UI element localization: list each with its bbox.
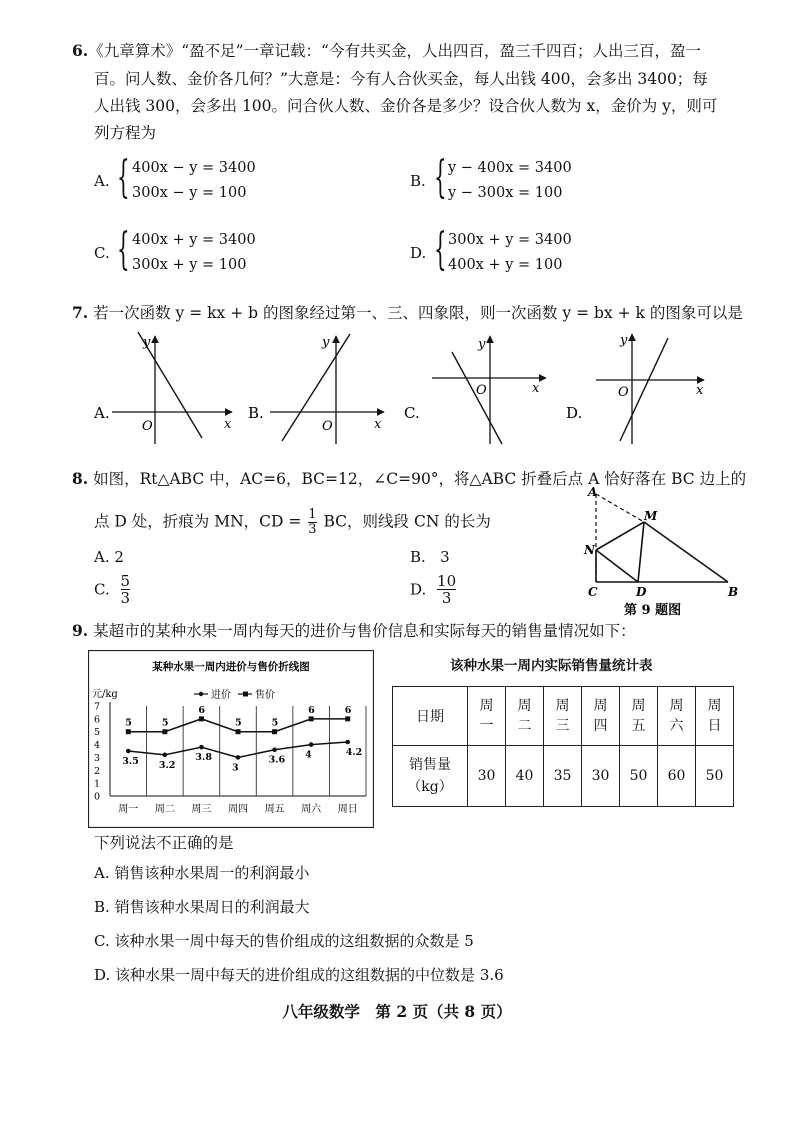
- data-label-price: 5: [235, 717, 242, 729]
- y-tick-label: 7: [94, 701, 101, 713]
- origin-label: O: [142, 419, 153, 434]
- option-label: C.: [94, 244, 110, 262]
- q6-number: 6.: [72, 41, 89, 60]
- option-label: C.: [94, 580, 110, 599]
- option-label: A.: [94, 548, 110, 566]
- y-tick-label: 5: [94, 727, 101, 739]
- fraction-denominator: 3: [120, 589, 131, 607]
- data-point-cost: [272, 747, 277, 752]
- data-point-cost: [163, 753, 168, 758]
- plot-area: [94, 702, 366, 816]
- x-axis-label: x: [532, 381, 540, 396]
- equation-2: 300x + y = 100: [132, 257, 247, 273]
- dashed-am: [596, 494, 644, 522]
- x-tick-label: 周六: [301, 804, 322, 815]
- x-tick-label: 周日: [337, 804, 358, 815]
- q9-line: [72, 618, 636, 644]
- point-m-label: M: [644, 509, 658, 523]
- segment-md: [638, 522, 644, 582]
- fraction-denominator: 3: [441, 589, 452, 607]
- q7-graph-a[interactable]: [93, 332, 232, 444]
- data-label-price: 5: [125, 717, 132, 729]
- y-tick-label: 0: [94, 791, 101, 803]
- q7-line: [72, 300, 743, 326]
- equation-1: y − 400x = 3400: [448, 160, 572, 176]
- price-line-chart: [88, 650, 374, 828]
- segment-nm: [596, 522, 644, 550]
- option-label: B.: [410, 172, 426, 190]
- q6-line1: [72, 38, 701, 64]
- y-axis-label: y: [478, 337, 486, 352]
- point-b-label: B: [728, 585, 739, 599]
- segment-mb: [644, 522, 728, 582]
- sales-cell: 30: [582, 746, 620, 807]
- option-label: D.: [566, 404, 583, 422]
- q9-number: 9.: [72, 621, 89, 640]
- x-tick-label: 周三: [191, 804, 212, 815]
- brace: {: [434, 152, 447, 203]
- data-point-price: [272, 729, 277, 734]
- data-label-price: 6: [344, 704, 352, 716]
- fraction-numerator: 1: [308, 507, 317, 522]
- chart-legend: [194, 688, 275, 701]
- x-axis-label: x: [224, 417, 232, 432]
- option-label: B.: [410, 548, 426, 566]
- data-label-cost: 3: [232, 762, 239, 774]
- option-label: C.: [404, 404, 420, 422]
- q8-option-d[interactable]: [410, 573, 456, 606]
- equation-1: 400x + y = 3400: [132, 232, 256, 248]
- q7-text: 若一次函数 y = kx + b 的图象经过第一、三、四象限，则一次函数 y = bx + k 的图象可以是: [93, 304, 743, 322]
- data-point-price: [162, 729, 167, 734]
- y-axis-unit: 元/kg: [92, 689, 118, 700]
- option-label: D.: [410, 244, 427, 262]
- data-label-price: 5: [161, 717, 169, 729]
- data-label-cost: 3.2: [158, 759, 176, 771]
- option-text: 该种水果一周中每天的售价组成的这组数据的众数是 5: [114, 932, 474, 950]
- y-axis-label: y: [620, 333, 628, 348]
- point-d-label: D: [636, 585, 647, 599]
- q6-line4: 列方程为: [94, 124, 157, 142]
- y-axis-label: y: [143, 335, 151, 350]
- y-tick-label: 4: [94, 740, 101, 752]
- fraction-denominator: 3: [308, 522, 317, 537]
- figure-caption: 第 9 题图: [624, 603, 682, 618]
- q9-option-b[interactable]: [94, 896, 310, 917]
- point-c-label: C: [588, 585, 598, 599]
- legend-marker-cost: [199, 692, 203, 696]
- data-point-cost: [345, 740, 350, 745]
- option-label: C.: [94, 932, 110, 950]
- data-point-price: [345, 716, 350, 721]
- y-tick-label: 6: [94, 714, 101, 726]
- data-label-cost: 4: [305, 749, 312, 761]
- q6-line3: 人出钱 300，会多出 100。问合伙人数、金价各是多少？设合伙人数为 x，金价为 y，则可: [94, 97, 718, 115]
- sales-cell: 35: [544, 746, 582, 807]
- chart-title: 某种水果一周内进价与售价折线图: [152, 661, 310, 673]
- q6-line2: 百。问人数、金价各几何？”大意是：今有人合伙买金，每人出钱 400，会多出 3400；每: [94, 70, 708, 88]
- table-row-date: [393, 687, 734, 746]
- fraction-one-third: [308, 508, 316, 537]
- brace: {: [434, 224, 447, 275]
- day-cell-mon: 周 一: [468, 687, 506, 746]
- q7-graph-b[interactable]: [248, 334, 384, 444]
- option-label: A.: [94, 864, 110, 882]
- option-text: 该种水果一周中每天的进价组成的这组数据的中位数是 3.6: [115, 966, 504, 984]
- data-label-price: 6: [198, 704, 206, 716]
- day-cell-wed: 周 三: [544, 687, 582, 746]
- option-text: 销售该种水果周日的利润最大: [114, 898, 310, 916]
- brace: {: [117, 224, 130, 275]
- brace: {: [117, 152, 130, 203]
- data-point-price: [199, 716, 204, 721]
- point-n-label: N: [584, 543, 595, 557]
- x-tick-label: 周五: [264, 804, 285, 815]
- data-point-price: [126, 729, 131, 734]
- x-tick-label: 周四: [228, 804, 248, 815]
- origin-label: O: [322, 419, 333, 434]
- q9-option-c[interactable]: [94, 930, 474, 951]
- sales-cell: 60: [658, 746, 696, 807]
- sales-table: [392, 686, 734, 807]
- option-label: B.: [94, 898, 110, 916]
- data-point-cost: [126, 749, 131, 754]
- q8-number: 8.: [72, 469, 89, 488]
- option-value: 2: [114, 548, 124, 566]
- data-point-cost: [236, 755, 241, 760]
- data-label-price: 6: [308, 704, 315, 716]
- x-tick-label: 周二: [154, 804, 175, 815]
- q9-option-d[interactable]: [94, 964, 504, 985]
- data-point-cost: [199, 745, 204, 750]
- q9-option-a[interactable]: [94, 862, 309, 883]
- origin-label: O: [618, 385, 629, 400]
- sales-cell: 40: [506, 746, 544, 807]
- data-label-price: 5: [271, 717, 279, 729]
- data-label-cost: 3.6: [268, 754, 286, 766]
- day-cell-fri: 周 五: [620, 687, 658, 746]
- sales-cell: 50: [620, 746, 658, 807]
- y-tick-label: 1: [94, 778, 101, 790]
- table-row-sales: [393, 746, 734, 807]
- option-label: D.: [410, 580, 427, 599]
- y-axis-label: y: [322, 335, 330, 350]
- page-footer: 八年级数学 第 2 页（共 8 页）: [282, 1002, 512, 1021]
- data-point-price: [236, 729, 241, 734]
- q6-text-1: 《九章算术》“盈不足”一章记载：“今有共买金，人出四百，盈三千四百；人出三百，盈一: [88, 42, 701, 60]
- x-tick-label: 周一: [118, 804, 139, 815]
- point-a-label: A: [588, 485, 598, 499]
- data-label-cost: 3.8: [195, 752, 212, 764]
- data-point-cost: [309, 742, 314, 747]
- option-label: B.: [248, 404, 264, 422]
- day-cell-sun: 周 日: [696, 687, 734, 746]
- q8-text-2a: 点 D 处，折痕为 MN，CD =: [94, 512, 302, 531]
- legend-label-cost: 进价: [211, 690, 231, 701]
- q7-graph-d[interactable]: [566, 333, 704, 444]
- q8-triangle-figure: [580, 484, 780, 634]
- option-label: A.: [94, 404, 110, 422]
- q8-text-2b: BC，则线段 CN 的长为: [323, 512, 491, 531]
- day-cell-sat: 周 六: [658, 687, 696, 746]
- q7-graphs: [0, 326, 794, 466]
- option-fraction: [437, 573, 456, 606]
- series-line-cost: [128, 742, 347, 757]
- sales-cell: 30: [468, 746, 506, 807]
- equation-2: 300x − y = 100: [132, 185, 247, 201]
- equation-1: 300x + y = 3400: [448, 232, 572, 248]
- option-fraction: [121, 573, 131, 606]
- day-cell-tue: 周 二: [506, 687, 544, 746]
- q9-text: 某超市的某种水果一周内每天的进价与售价信息和实际每天的销售量情况如下：: [93, 622, 636, 640]
- legend-label-price: 售价: [255, 690, 275, 701]
- y-tick-label: 2: [94, 765, 101, 777]
- origin-label: O: [476, 383, 487, 398]
- fraction-numerator: 10: [437, 572, 457, 590]
- q8-option-a[interactable]: [94, 548, 124, 566]
- option-text: 销售该种水果周一的利润最小: [114, 864, 310, 882]
- chart-border: [89, 651, 374, 828]
- data-label-cost: 3.5: [122, 756, 139, 767]
- q8-line2: [94, 508, 491, 537]
- data-label-cost: 4.2: [345, 747, 363, 758]
- option-value: 3: [440, 548, 450, 566]
- row-header-sales: 销售量 （kg）: [393, 746, 468, 807]
- x-axis-label: x: [696, 383, 704, 398]
- data-point-price: [309, 716, 314, 721]
- q7-graph-c[interactable]: [404, 336, 546, 444]
- legend-marker-price: [243, 692, 248, 697]
- equation-2: y − 300x = 100: [448, 185, 563, 201]
- sales-cell: 50: [696, 746, 734, 807]
- sales-table-title: 该种水果一周内实际销售量统计表: [450, 658, 653, 674]
- q8-text-1: 如图，Rt△ABC 中，AC=6，BC=12，∠C=90°，将△ABC 折叠后点 A 恰好落在 BC 边上的: [93, 470, 747, 488]
- option-label: A.: [94, 172, 110, 190]
- q8-option-b[interactable]: [410, 548, 450, 566]
- option-label: D.: [94, 966, 111, 984]
- q8-option-c[interactable]: [94, 573, 130, 606]
- x-axis-label: x: [374, 417, 382, 432]
- fraction-numerator: 5: [120, 572, 131, 590]
- day-cell-thu: 周 四: [582, 687, 620, 746]
- q9-question: 下列说法不正确的是: [94, 834, 234, 852]
- y-tick-label: 3: [94, 752, 101, 764]
- equation-1: 400x − y = 3400: [132, 160, 256, 176]
- equation-2: 400x + y = 100: [448, 257, 563, 273]
- row-header-date: 日期: [393, 687, 468, 746]
- q7-number: 7.: [72, 303, 89, 322]
- segment-nd: [596, 550, 638, 582]
